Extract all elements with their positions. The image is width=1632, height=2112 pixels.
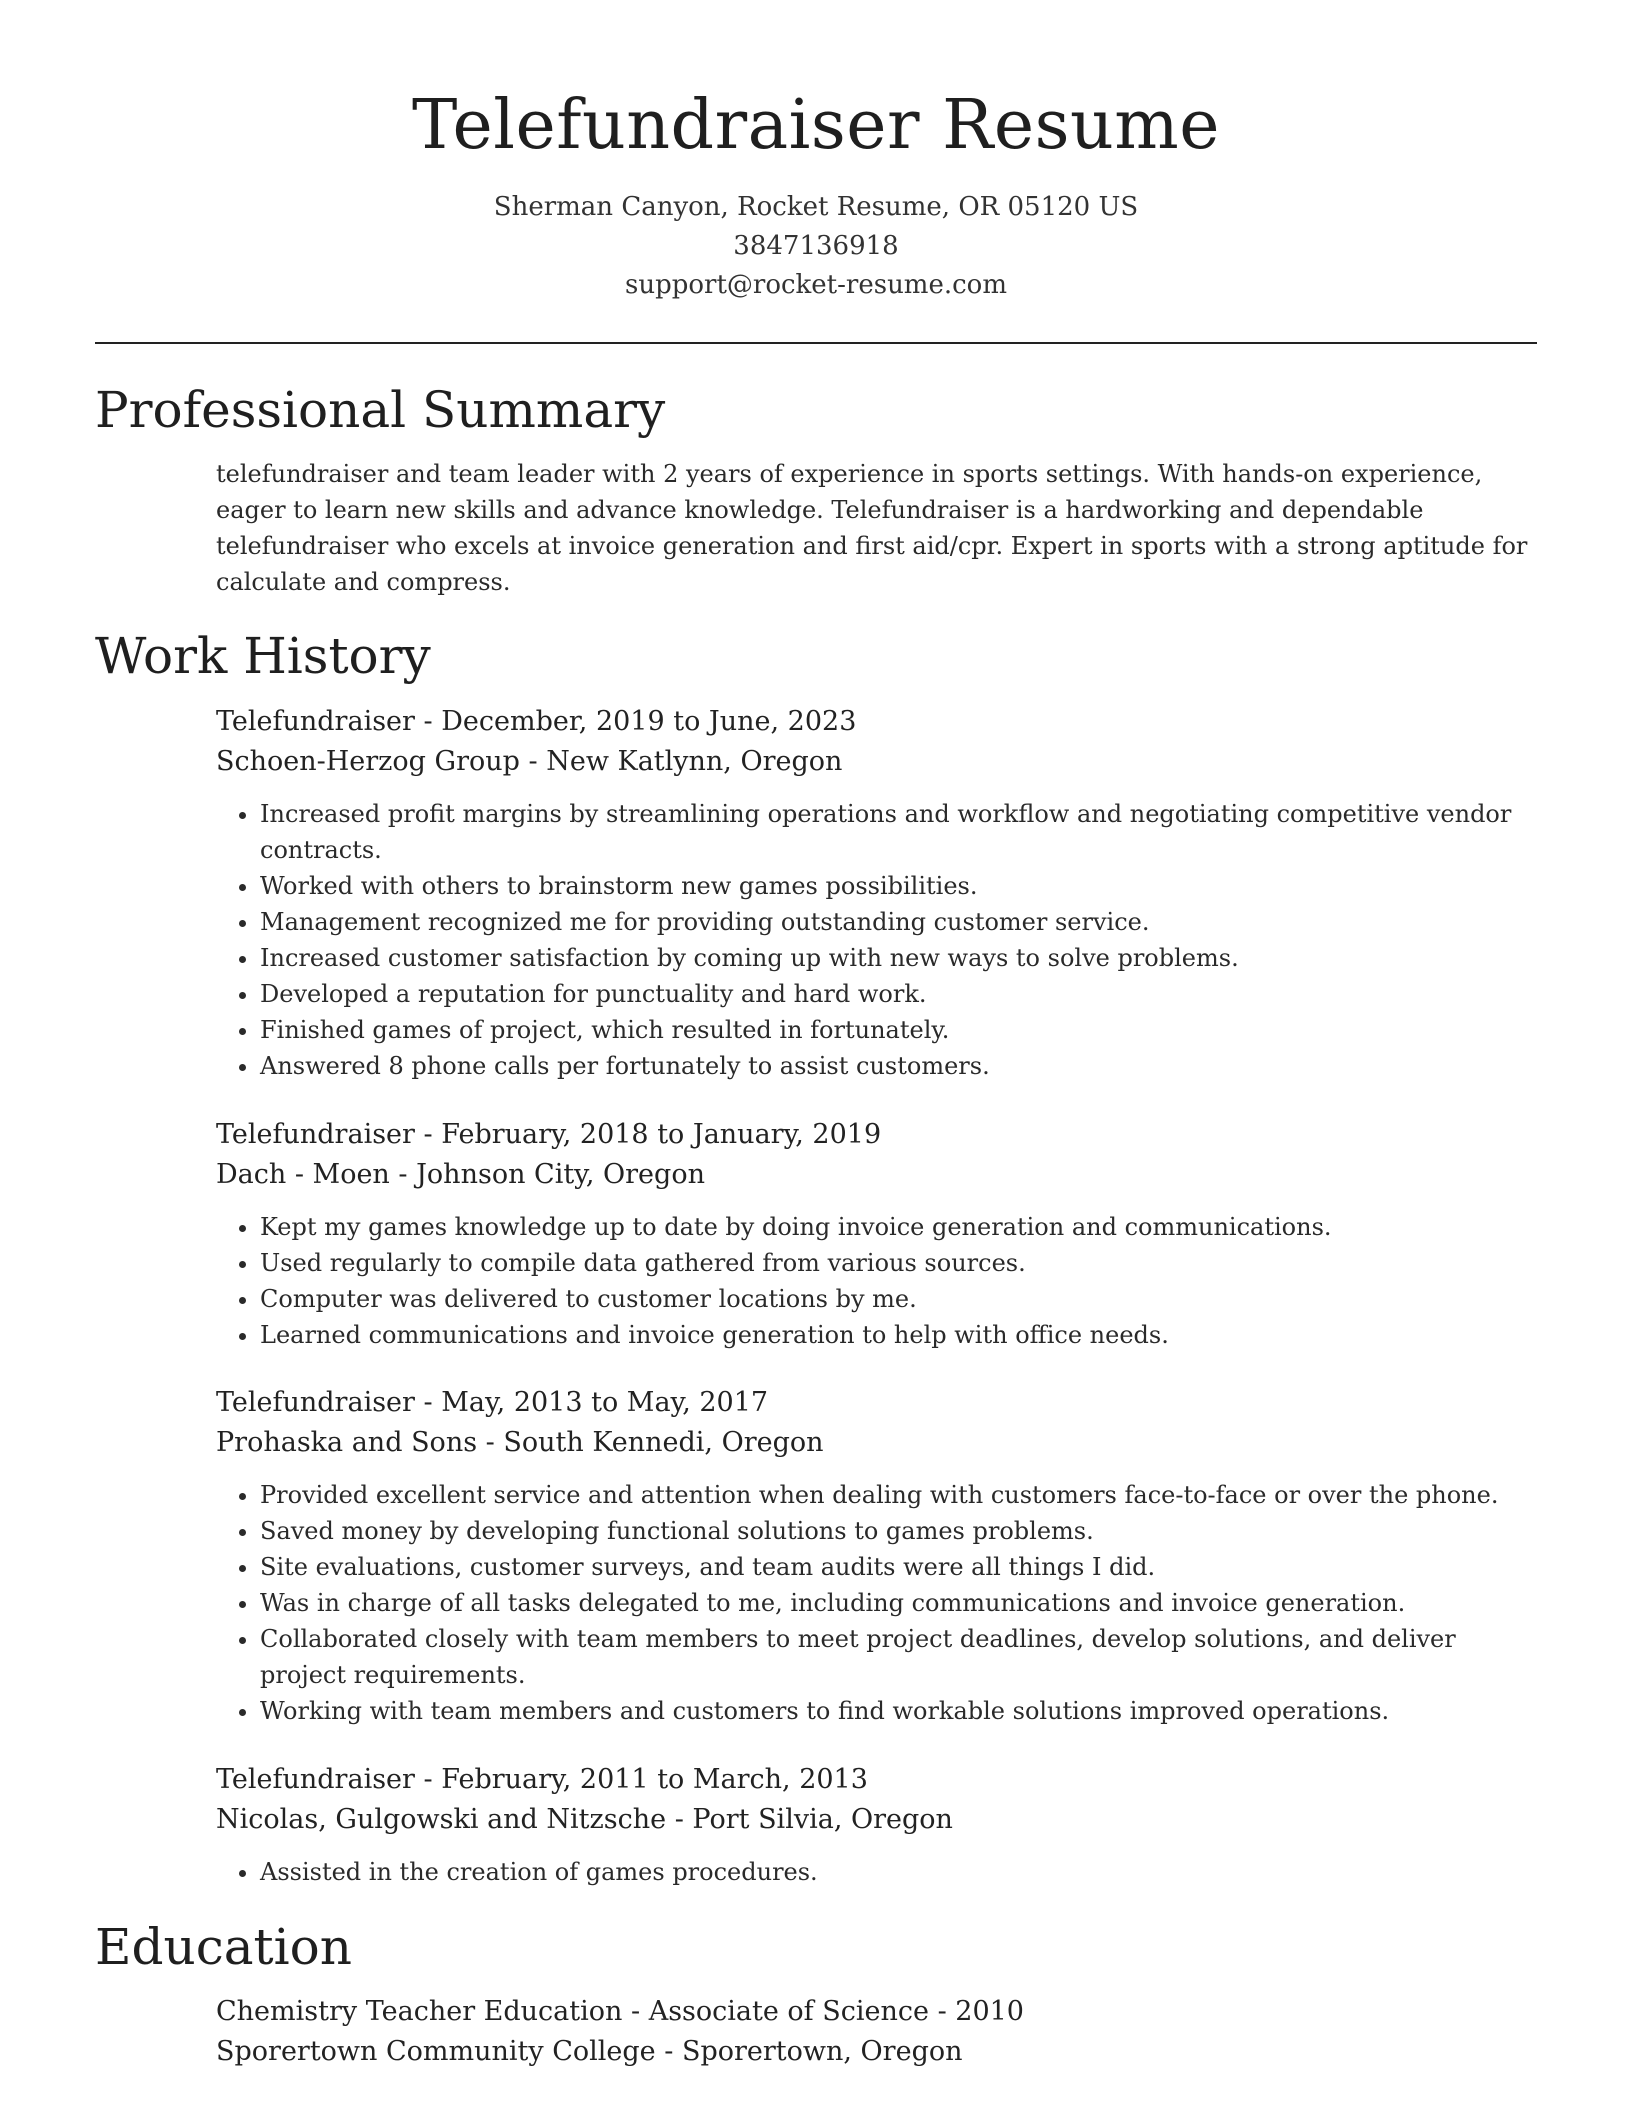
list-item: • Kept my games knowledge up to date by doing invoice generation and communications. <box>260 1209 1536 1245</box>
contact-email: support@rocket-resume.com <box>624 270 1007 300</box>
job-dates: - February, 2018 to January, 2019 <box>414 1119 882 1150</box>
list-item: • Was in charge of all tasks delegated to me, including communications and invoice generation. <box>260 1585 1536 1621</box>
list-item: • Assisted in the creation of games procedures. <box>260 1854 1536 1890</box>
job-company-line <box>216 1800 1536 1840</box>
job-title-line <box>216 702 1536 742</box>
job-entry <box>216 1383 1536 1729</box>
job-entry <box>216 1115 1536 1353</box>
contact-address: Sherman Canyon, Rocket Resume, OR 05120 US <box>493 192 1139 222</box>
job-company: Schoen-Herzog Group <box>216 746 520 777</box>
job-dates: - February, 2011 to March, 2013 <box>414 1764 868 1795</box>
list-item: • Developed a reputation for punctuality and hard work. <box>260 976 1536 1012</box>
summary-block <box>216 456 1536 600</box>
job-entry <box>216 702 1536 1084</box>
job-bullets <box>216 1209 1536 1353</box>
education-school: Sporertown Community College - Sporertown, Oregon <box>216 2036 963 2067</box>
job-company: Nicolas, Gulgowski and Nitzsche <box>216 1804 667 1835</box>
job-bullets <box>216 1477 1536 1729</box>
page-title: Telefundraiser Resume <box>411 86 1220 165</box>
list-item: • Finished games of project, which resulted in fortunately. <box>260 1012 1536 1048</box>
list-item: • Used regularly to compile data gathered from various sources. <box>260 1245 1536 1281</box>
list-item: • Answered 8 phone calls per fortunately to assist customers. <box>260 1048 1536 1084</box>
list-item: • Increased profit margins by streamlining operations and workflow and negotiating competitive vendor contracts. <box>260 796 1536 868</box>
job-bullets <box>216 796 1536 1084</box>
job-location: - Port Silvia, Oregon <box>666 1804 953 1835</box>
list-item: • Collaborated closely with team members to meet project deadlines, develop solutions, and deliver project requirements. <box>260 1621 1536 1693</box>
job-title-line <box>216 1760 1536 1800</box>
summary-heading: Professional Summary <box>95 381 666 439</box>
list-item: • Saved money by developing functional solutions to games problems. <box>260 1513 1536 1549</box>
job-location: - South Kennedi, Oregon <box>477 1427 824 1458</box>
job-entry <box>216 1760 1536 1890</box>
job-company-line <box>216 1423 1536 1463</box>
job-dates: - December, 2019 to June, 2023 <box>414 706 857 737</box>
job-title-line <box>216 1115 1536 1155</box>
list-item: • Learned communications and invoice generation to help with office needs. <box>260 1317 1536 1353</box>
resume-header <box>0 0 1632 305</box>
job-title: Telefundraiser <box>216 1119 415 1150</box>
job-company-line <box>216 1155 1536 1195</box>
list-item: • Provided excellent service and attention when dealing with customers face-to-face or over the phone. <box>260 1477 1536 1513</box>
job-title: Telefundraiser <box>216 706 415 737</box>
header-divider <box>95 342 1537 344</box>
job-title: Telefundraiser <box>216 1387 415 1418</box>
list-item: • Worked with others to brainstorm new games possibilities. <box>260 868 1536 904</box>
job-title: Telefundraiser <box>216 1764 415 1795</box>
job-company: Prohaska and Sons <box>216 1427 478 1458</box>
work-history-heading: Work History <box>95 627 431 685</box>
education-entry <box>216 1992 1536 2072</box>
job-location: - Johnson City, Oregon <box>389 1159 705 1190</box>
job-title-line <box>216 1383 1536 1423</box>
education-degree: Chemistry Teacher Education - Associate of Science - 2010 <box>216 1996 1024 2027</box>
list-item: • Site evaluations, customer surveys, and team audits were all things I did. <box>260 1549 1536 1585</box>
list-item: • Computer was delivered to customer locations by me. <box>260 1281 1536 1317</box>
job-company: Dach - Moen <box>216 1159 390 1190</box>
list-item: • Working with team members and customers to find workable solutions improved operations. <box>260 1693 1536 1729</box>
contact-info <box>0 188 1632 305</box>
education-heading: Education <box>95 1918 352 1976</box>
summary-text: telefundraiser and team leader with 2 years of experience in sports settings. With hands-on experience, eager to learn new skills and advance knowledge. Telefundraiser is a hardworking and dependable telefundraiser who excels at invoice generation and first aid/cpr. Expert in sports with a strong aptitude for calculate and compress. <box>216 460 1528 596</box>
job-dates: - May, 2013 to May, 2017 <box>414 1387 769 1418</box>
list-item: • Increased customer satisfaction by coming up with new ways to solve problems. <box>260 940 1536 976</box>
job-bullets <box>216 1854 1536 1890</box>
contact-phone: 3847136918 <box>733 231 899 261</box>
job-location: - New Katlynn, Oregon <box>519 746 843 777</box>
job-company-line <box>216 742 1536 782</box>
list-item: • Management recognized me for providing outstanding customer service. <box>260 904 1536 940</box>
